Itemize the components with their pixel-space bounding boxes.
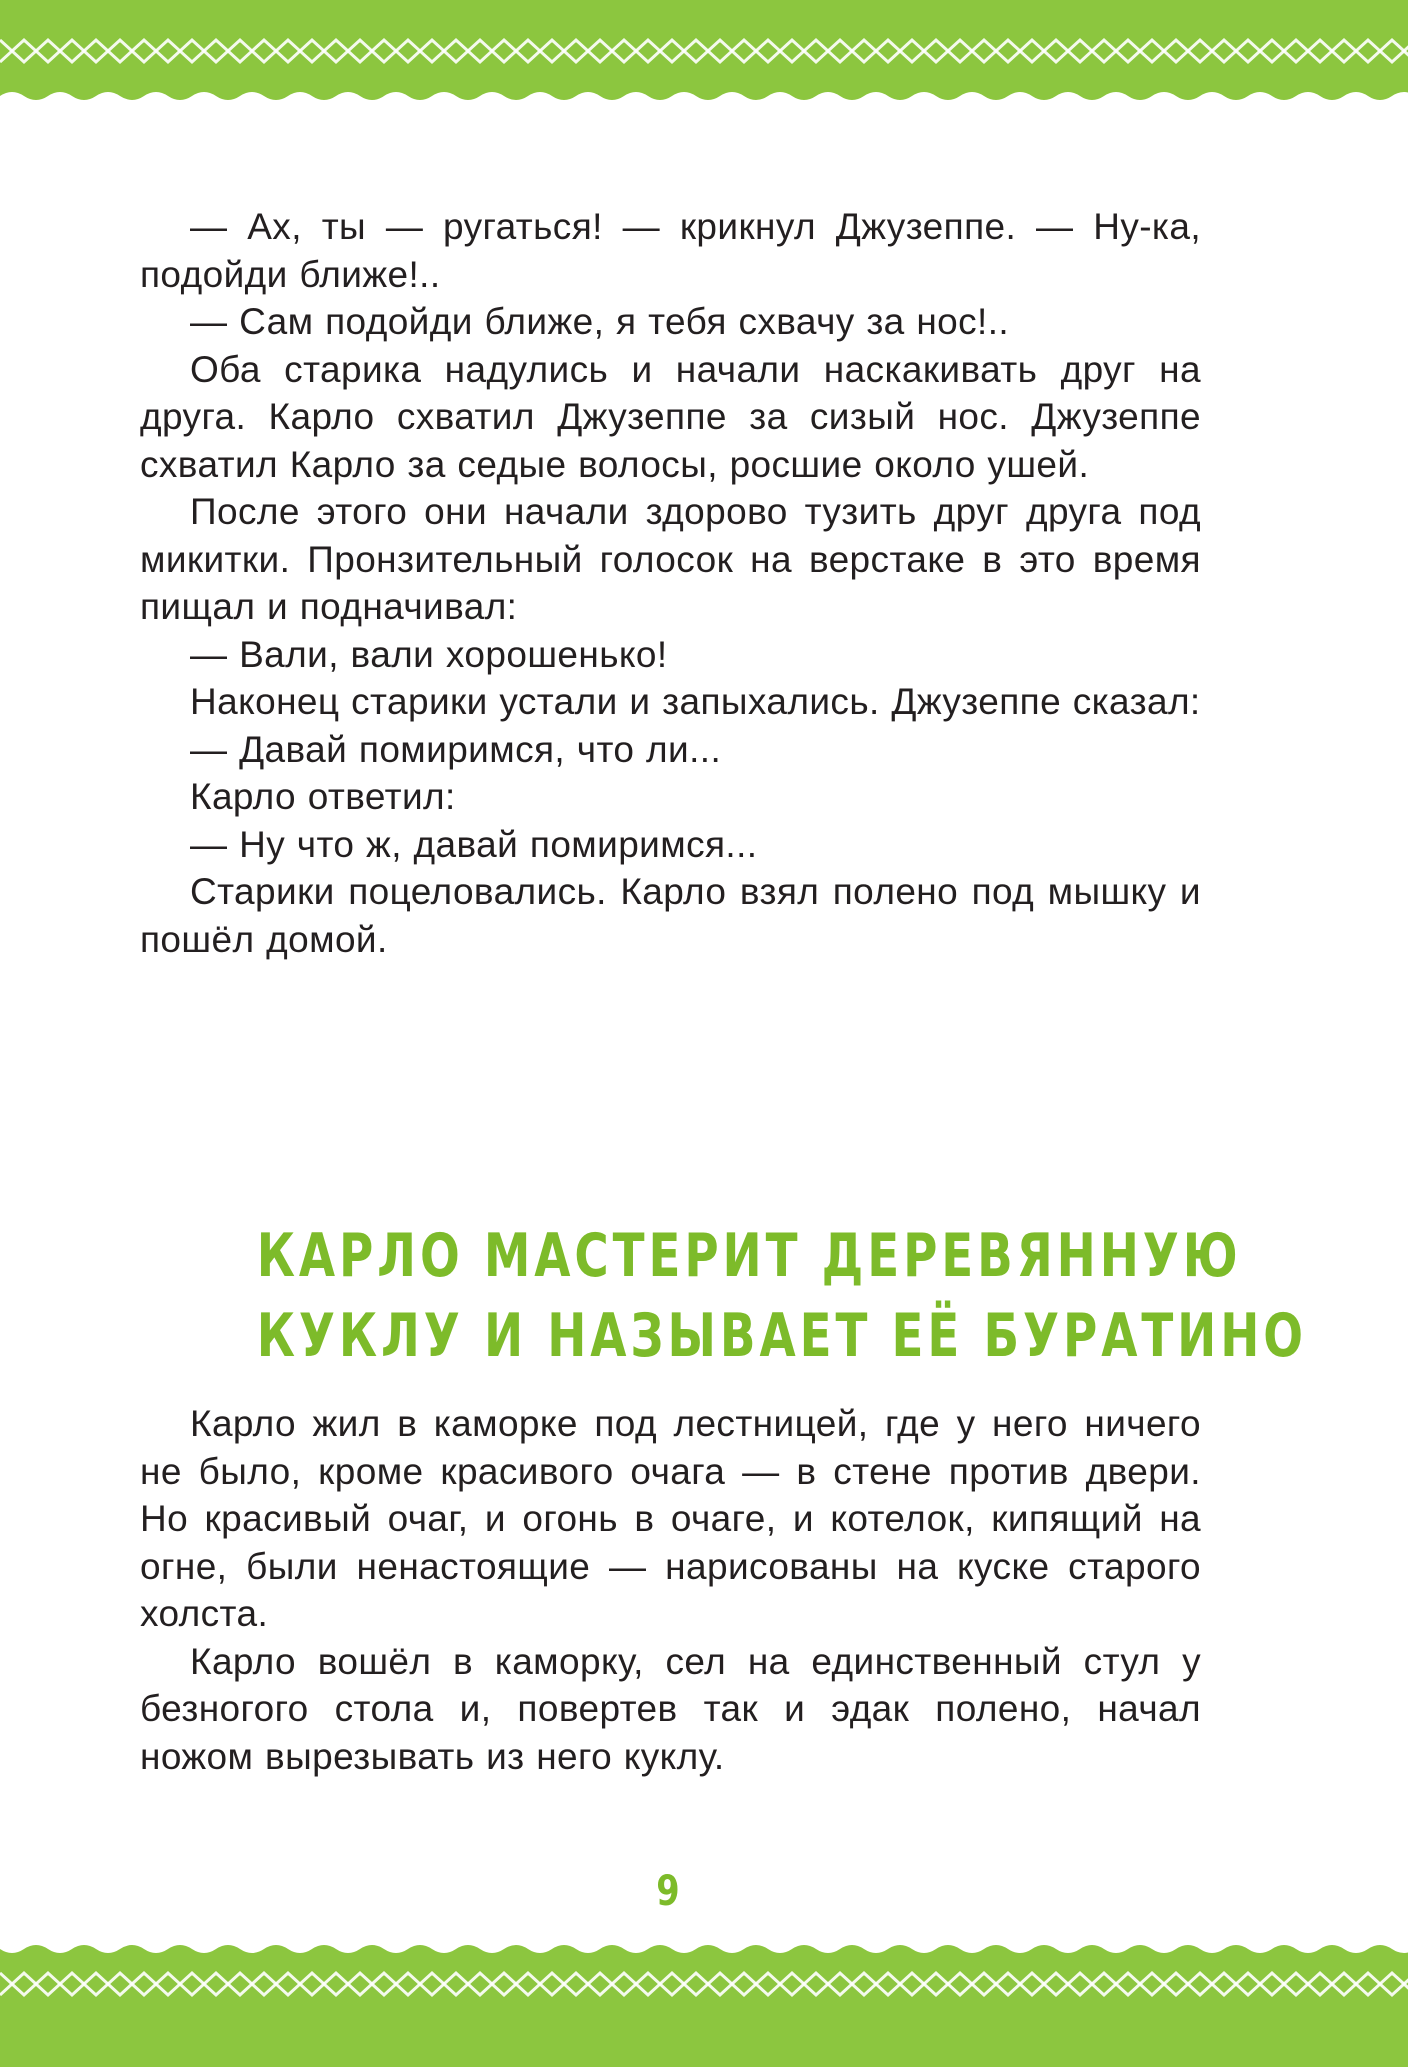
chapter-title-line-1: КАРЛО МАСТЕРИТ ДЕРЕВЯННУЮ (256, 1221, 1242, 1291)
top-decorative-band (0, 0, 1408, 108)
diamond-chain-border-icon (0, 0, 1408, 108)
page-number: 9 (656, 1866, 680, 1915)
chapter-paragraph: Карло вошёл в каморку, сел на единственный стул у безногого стола и, повертев так и эдак полено, начал ножом вырезывать из него куклу. (140, 1640, 1201, 1777)
story-paragraph: Карло ответил: (190, 776, 456, 817)
chapter-title-line-2: КУКЛУ И НАЗЫВАЕТ ЕЁ БУРАТИНО (256, 1301, 1307, 1371)
chapter-title (256, 1216, 1307, 1376)
story-paragraph: Оба старика надулись и начали наскакивать друг на друга. Карло схватил Джузеппе за сизый нос. Джузеппе схватил Карло за седые волосы, росшие около ушей. (140, 348, 1201, 485)
story-text-block (140, 203, 1201, 963)
story-paragraph: Старики поцеловались. Карло взял полено под мышку и пошёл домой. (140, 871, 1201, 960)
story-paragraph: — Ну что ж, давай помиримся... (190, 823, 758, 865)
story-paragraph: После этого они начали здорово тузить друг друга под микитки. Пронзительный голосок на верстаке в это время пищал и подначивал: (140, 491, 1201, 627)
chapter-paragraph: Карло жил в каморке под лестницей, где у него ничего не было, кроме красивого очага — в стене против двери. Но красивый очаг, и огонь в очаге, и котелок, кипящий на огне, были ненастоящие — нарисованы на куске старого холста. (140, 1403, 1201, 1634)
chapter-text-block (140, 1400, 1201, 1780)
bottom-decorative-band (0, 1937, 1408, 2067)
story-paragraph: — Вали, вали хорошенько! (190, 633, 668, 675)
story-paragraph: — Сам подойди ближе, я тебя схвачу за нос!.. (190, 301, 1010, 342)
story-paragraph: — Ах, ты — ругаться! — крикнул Джузеппе. — Ну-ка, подойди ближе!.. (140, 206, 1201, 295)
story-paragraph: Наконец старики устали и запыхались. Джузеппе сказал: (190, 681, 1201, 722)
story-paragraph: — Давай помиримся, что ли... (190, 728, 722, 770)
diamond-chain-border-icon (0, 1937, 1408, 2067)
